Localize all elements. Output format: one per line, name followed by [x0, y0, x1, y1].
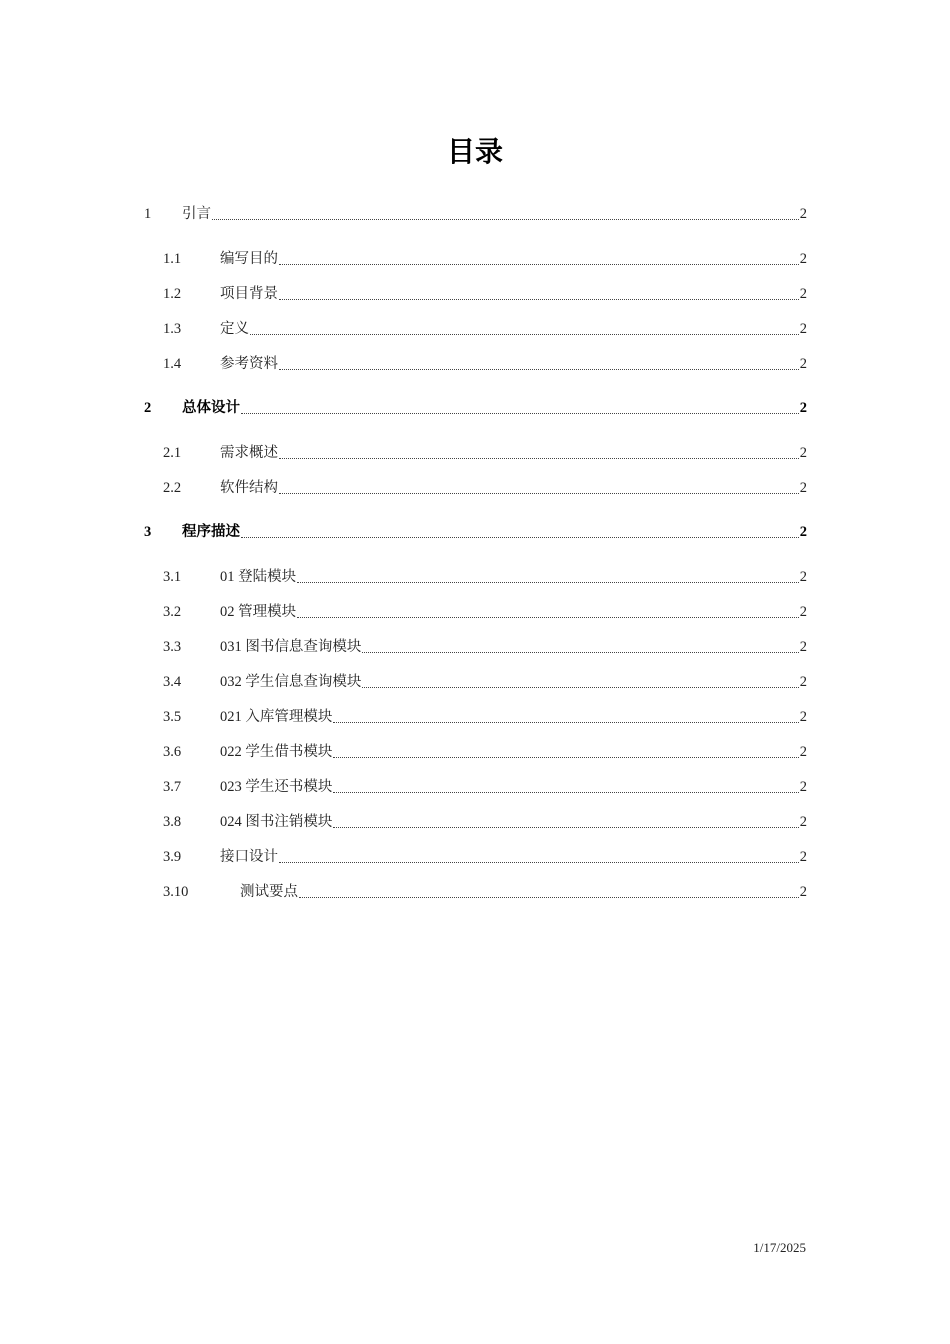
- page-title: 目录: [446, 135, 503, 168]
- toc-entry-page-number: 2: [799, 849, 807, 865]
- toc-entry-number: 2.1: [163, 445, 182, 461]
- toc-entry-label: 02 管理模块: [220, 604, 297, 620]
- toc-entry-number: 3.5: [163, 709, 182, 725]
- toc-dot-leader: [333, 721, 798, 723]
- toc-entry-label: 032 学生信息查询模块: [220, 674, 362, 690]
- toc-entry[interactable]: [163, 443, 807, 463]
- toc-entry-number: 3.8: [163, 814, 182, 830]
- toc-entry-page-number: 2: [799, 480, 807, 496]
- toc-entry[interactable]: [163, 777, 807, 797]
- toc-dot-leader: [362, 651, 798, 653]
- toc-dot-leader: [362, 686, 798, 688]
- toc-dot-leader: [333, 791, 798, 793]
- toc-entry-number: 2.2: [163, 480, 182, 496]
- toc-entry-number: 3.7: [163, 779, 182, 795]
- toc-entry-page-number: 2: [799, 744, 807, 760]
- toc-entry-number: 3.2: [163, 604, 182, 620]
- toc-entry-page-number: 2: [799, 206, 807, 222]
- toc-entry[interactable]: [163, 742, 807, 762]
- toc-entry-page-number: 2: [799, 321, 807, 337]
- toc-entry-page-number: 2: [799, 814, 807, 830]
- toc-entry-label: 需求概述: [220, 445, 278, 461]
- toc-entry[interactable]: [144, 522, 807, 542]
- toc-entry-number: 3.3: [163, 639, 182, 655]
- toc-entry-label: 023 学生还书模块: [220, 779, 333, 795]
- toc-entry-label: 测试要点: [240, 884, 298, 900]
- toc-entry[interactable]: [163, 354, 807, 374]
- toc-entry[interactable]: [163, 284, 807, 304]
- toc-entry-number: 3.1: [163, 569, 182, 585]
- toc-entry-page-number: 2: [799, 445, 807, 461]
- toc-entry-page-number: 2: [799, 884, 807, 900]
- toc-entry-number: 3.6: [163, 744, 182, 760]
- toc-entry-page-number: 2: [799, 604, 807, 620]
- toc-entry-number: 3: [144, 524, 152, 540]
- toc-entry-page-number: 2: [799, 674, 807, 690]
- toc-entry-number: 1.4: [163, 356, 182, 372]
- toc-dot-leader: [333, 756, 798, 758]
- toc-entry-number: 3.9: [163, 849, 182, 865]
- toc-entry-page-number: 2: [799, 709, 807, 725]
- toc-entry-label: 01 登陆模块: [220, 569, 297, 585]
- toc-entry-page-number: 2: [799, 569, 807, 585]
- footer-date: 1/17/2025: [753, 1240, 806, 1255]
- toc-entry-label: 031 图书信息查询模块: [220, 639, 362, 655]
- toc-entry[interactable]: [163, 882, 807, 902]
- toc-entry-label: 024 图书注销模块: [220, 814, 333, 830]
- toc-entry-label: 引言: [182, 206, 211, 222]
- toc-dot-leader: [212, 218, 799, 220]
- toc-dot-leader: [333, 826, 798, 828]
- toc-entry[interactable]: [163, 319, 807, 339]
- toc-entry-label: 参考资料: [220, 356, 278, 372]
- toc-entry[interactable]: [163, 567, 807, 587]
- toc-entry-page-number: 2: [799, 779, 807, 795]
- toc-entry[interactable]: [163, 249, 807, 269]
- toc-entry-label: 接口设计: [220, 849, 278, 865]
- toc-dot-leader: [279, 298, 799, 300]
- toc-entry-number: 3.10: [163, 884, 189, 900]
- toc-entry-page-number: 2: [799, 251, 807, 267]
- toc-entry[interactable]: [163, 637, 807, 657]
- toc-entry-label: 软件结构: [220, 480, 278, 496]
- toc-entry-page-number: 2: [799, 286, 807, 302]
- toc-dot-leader: [241, 412, 799, 414]
- toc-entry-number: 1.1: [163, 251, 182, 267]
- toc-entry-number: 1.2: [163, 286, 182, 302]
- toc-dot-leader: [279, 861, 799, 863]
- toc-entry-number: 1: [144, 206, 152, 222]
- toc-entry[interactable]: [163, 847, 807, 867]
- toc-entry[interactable]: [163, 707, 807, 727]
- toc-entry-number: 1.3: [163, 321, 182, 337]
- toc-dot-leader: [250, 333, 799, 335]
- toc-entry-page-number: 2: [799, 639, 807, 655]
- toc-dot-leader: [241, 536, 799, 538]
- toc-entry-label: 022 学生借书模块: [220, 744, 333, 760]
- toc-dot-leader: [279, 457, 799, 459]
- toc-entry-label: 项目背景: [220, 286, 278, 302]
- toc-dot-leader: [279, 263, 799, 265]
- toc-entry[interactable]: [144, 204, 807, 224]
- toc-entry-label: 定义: [220, 321, 249, 337]
- toc-entry[interactable]: [163, 672, 807, 692]
- toc-entry-page-number: 2: [799, 356, 807, 372]
- toc-dot-leader: [279, 492, 799, 494]
- toc-entry-page-number: 2: [799, 400, 807, 416]
- toc-dot-leader: [297, 581, 799, 583]
- toc-entry-label: 总体设计: [182, 400, 240, 416]
- toc-entry-label: 编写目的: [220, 251, 278, 267]
- toc-entry-page-number: 2: [799, 524, 807, 540]
- toc-entry-label: 程序描述: [182, 524, 240, 540]
- toc-entry-number: 3.4: [163, 674, 182, 690]
- toc-dot-leader: [297, 616, 799, 618]
- toc-entry[interactable]: [163, 812, 807, 832]
- toc-entry-label: 021 入库管理模块: [220, 709, 333, 725]
- toc-entry[interactable]: [163, 478, 807, 498]
- toc-entry[interactable]: [163, 602, 807, 622]
- toc-entry-number: 2: [144, 400, 152, 416]
- toc-dot-leader: [279, 368, 799, 370]
- toc-dot-leader: [299, 896, 799, 898]
- toc-entry[interactable]: [144, 398, 807, 418]
